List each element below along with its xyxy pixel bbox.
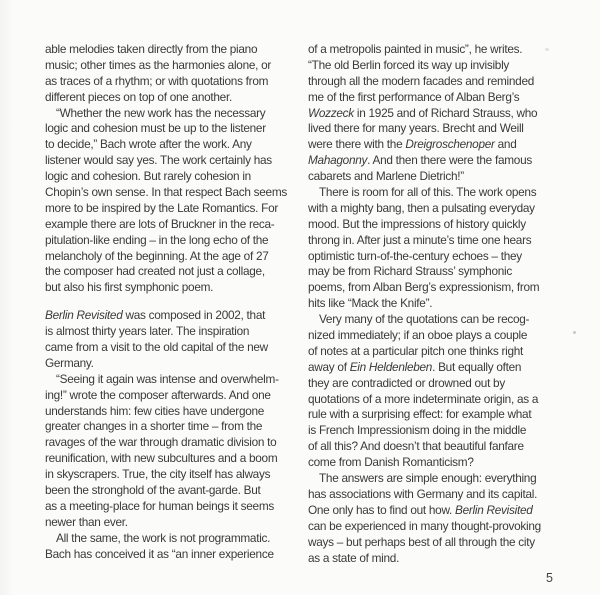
text-run: mood. But the impressions of history quickly <box>308 216 526 231</box>
text-run: listener would say yes. The work certainly has <box>45 153 272 168</box>
text-run: in skyscrapers. True, the city itself has always <box>45 467 271 482</box>
text-line <box>308 233 580 249</box>
text-run: able melodies taken directly from the piano <box>45 42 258 56</box>
italic-text-run: Berlin Revisited <box>45 308 123 323</box>
text-run: rule with a surprising effect: for example what <box>308 407 532 422</box>
text-run: poems, from Alban Berg’s expressionism, from <box>308 280 540 295</box>
text-line <box>45 106 289 122</box>
text-run: “The old Berlin forced its way up invisibly <box>308 57 510 72</box>
text-line <box>45 201 289 217</box>
text-run: nized immediately; if an oboe plays a couple <box>308 328 528 343</box>
text-run: been the stronghold of the avant-garde. But <box>45 483 261 498</box>
text-run: as traces of a rhythm; or with quotations from <box>45 73 269 88</box>
text-line <box>308 185 580 201</box>
text-line <box>45 185 289 201</box>
text-line <box>308 90 580 106</box>
text-line <box>308 296 580 312</box>
text-run: reunification, with new subcultures and a boom <box>45 451 278 466</box>
text-line <box>308 392 580 408</box>
text-column-right <box>308 42 580 566</box>
text-run: is French Impressionism doing in the middle <box>308 423 527 438</box>
text-run: lived there for many years. Brecht and Weill <box>308 121 524 136</box>
text-line <box>308 249 580 265</box>
text-line <box>45 340 289 356</box>
text-line <box>308 439 580 455</box>
text-line <box>308 423 580 439</box>
text-line <box>45 233 289 249</box>
text-line <box>45 264 289 280</box>
text-line <box>45 121 289 137</box>
text-line <box>45 58 289 74</box>
text-run: were there with the <box>308 137 406 152</box>
text-run: has associations with Germany and its capital. <box>308 486 538 501</box>
text-line <box>45 90 289 106</box>
text-line <box>308 344 580 360</box>
text-line <box>45 547 289 563</box>
text-run: Bach has conceived it as “an inner experience <box>45 546 274 561</box>
text-run: they are contradicted or drowned out by <box>308 375 505 390</box>
text-line <box>308 74 580 90</box>
text-run: logic and cohesion. But rarely cohesion in <box>45 169 251 184</box>
text-run: Very many of the quotations can be recog- <box>319 312 530 327</box>
text-run: was composed in 2002, that <box>122 308 266 323</box>
text-run: There is room for all of this. The work opens <box>319 185 537 200</box>
text-run: away of <box>308 359 350 374</box>
paragraph <box>308 312 580 471</box>
page-number: 5 <box>546 571 553 585</box>
text-line <box>308 264 580 280</box>
text-line <box>45 74 289 90</box>
text-run: of a metropolis painted in music”, he writes. <box>308 42 523 56</box>
text-line <box>45 137 289 153</box>
text-run: cabarets and Marlene Dietrich!” <box>308 169 464 184</box>
text-line <box>45 451 289 467</box>
paragraph <box>308 471 580 566</box>
text-run: come from Danish Romanticism? <box>308 455 474 470</box>
text-line <box>308 280 580 296</box>
text-run: newer than ever. <box>45 514 128 529</box>
text-run: ways – but perhaps best of all through the city <box>308 534 535 549</box>
text-line <box>308 312 580 328</box>
text-run: of all this? And doesn’t that beautiful fanfare <box>308 439 524 454</box>
text-run: as a meeting-place for human beings it seems <box>45 498 274 513</box>
paragraph <box>45 106 289 297</box>
text-line <box>308 455 580 471</box>
text-run: The answers are simple enough: everything <box>319 471 537 486</box>
text-run: can be experienced in many thought-provoking <box>308 518 541 533</box>
italic-text-run: Berlin Revisited <box>455 502 533 517</box>
text-line <box>45 169 289 185</box>
text-line <box>308 360 580 376</box>
text-run: One only has to find out how. <box>308 502 456 517</box>
text-line <box>45 356 289 372</box>
text-line <box>308 376 580 392</box>
paragraph <box>45 42 289 106</box>
italic-text-run: Mahagonny <box>308 153 368 168</box>
text-run: example there are lots of Bruckner in the reca- <box>45 216 275 231</box>
text-run: as a state of mind. <box>308 550 400 565</box>
text-column-left <box>45 42 289 563</box>
text-run: music; other times as the harmonies alone, or <box>45 57 272 72</box>
text-line <box>45 483 289 499</box>
text-run: and <box>494 137 517 152</box>
text-run: throng in. After just a minute’s time one hears <box>308 232 532 247</box>
text-run: optimistic turn-of-the-century echoes – they <box>308 248 522 263</box>
text-line <box>45 42 289 58</box>
text-line <box>45 467 289 483</box>
text-run: melancholy of the beginning. At the age of 27 <box>45 248 269 263</box>
text-run: . But equally often <box>432 359 522 374</box>
text-line <box>45 324 289 340</box>
text-line <box>308 519 580 535</box>
paragraph <box>45 308 289 372</box>
text-line <box>45 435 289 451</box>
text-run: may be from Richard Strauss’ symphonic <box>308 264 512 279</box>
text-line <box>308 503 580 519</box>
text-run: pitulation-like ending – in the long echo of the <box>45 232 269 247</box>
text-run: greater changes in a shorter time – from the <box>45 419 263 434</box>
text-run: quotations of a more indeterminate origin, as a <box>308 391 539 406</box>
text-line <box>45 280 289 296</box>
text-run: understands him: few cities have undergone <box>45 403 265 418</box>
text-run: “Whether the new work has the necessary <box>56 105 266 120</box>
text-run: different pieces on top of one another. <box>45 89 232 104</box>
text-line <box>45 308 289 324</box>
text-line <box>45 153 289 169</box>
text-run: Chopin’s own sense. In that respect Bach seems <box>45 185 287 200</box>
text-line <box>45 249 289 265</box>
paragraph <box>45 531 289 563</box>
text-run: came from a visit to the old capital of the new <box>45 340 268 355</box>
text-run: logic and cohesion must be up to the listener <box>45 121 266 136</box>
text-line <box>45 419 289 435</box>
text-line <box>45 499 289 515</box>
text-run: Germany. <box>45 355 94 370</box>
text-line <box>45 404 289 420</box>
text-run: more to be inspired by the Late Romantics. For <box>45 200 279 215</box>
text-run: ing!” wrote the composer afterwards. And one <box>45 387 271 402</box>
text-run: All the same, the work is not programmatic. <box>56 530 271 545</box>
text-line <box>308 201 580 217</box>
text-line <box>45 531 289 547</box>
italic-text-run: Wozzeck <box>308 105 354 120</box>
text-run: “Seeing it again was intense and overwhelm- <box>56 371 279 386</box>
text-line <box>308 106 580 122</box>
text-line <box>308 121 580 137</box>
text-run: to decide,” Bach wrote after the work. Any <box>45 137 252 152</box>
text-run: but also his first symphonic poem. <box>45 280 214 295</box>
text-run: through all the modern facades and reminded <box>308 73 535 88</box>
text-line <box>308 328 580 344</box>
text-line <box>45 388 289 404</box>
text-run: of notes at a particular pitch one thinks right <box>308 343 524 358</box>
paragraph <box>45 372 289 531</box>
text-line <box>308 137 580 153</box>
text-run: in 1925 and of Richard Strauss, who <box>353 105 538 120</box>
text-line <box>45 515 289 531</box>
text-line <box>308 487 580 503</box>
text-run: me of the first performance of Alban Berg’s <box>308 89 520 104</box>
text-run: . And then there were the famous <box>367 153 532 168</box>
text-line <box>308 58 580 74</box>
italic-text-run: Ein Heldenleben <box>349 359 433 374</box>
text-line <box>308 535 580 551</box>
text-run: ravages of the war through dramatic division to <box>45 435 277 450</box>
text-line <box>308 42 580 58</box>
text-run: hits like “Mack the Knife”. <box>308 296 433 311</box>
text-run: the composer had created not just a collage, <box>45 264 265 279</box>
text-line <box>308 471 580 487</box>
text-line <box>45 372 289 388</box>
text-run: is almost thirty years later. The inspiration <box>45 324 250 339</box>
text-line <box>308 551 580 567</box>
text-line <box>45 217 289 233</box>
text-line <box>308 169 580 185</box>
text-run: with a mighty bang, then a pulsating everyday <box>308 200 535 215</box>
text-line <box>308 407 580 423</box>
text-line <box>308 217 580 233</box>
paragraph <box>308 42 580 185</box>
text-line <box>308 153 580 169</box>
italic-text-run: Dreigroschenoper <box>405 137 495 152</box>
paragraph <box>308 185 580 312</box>
